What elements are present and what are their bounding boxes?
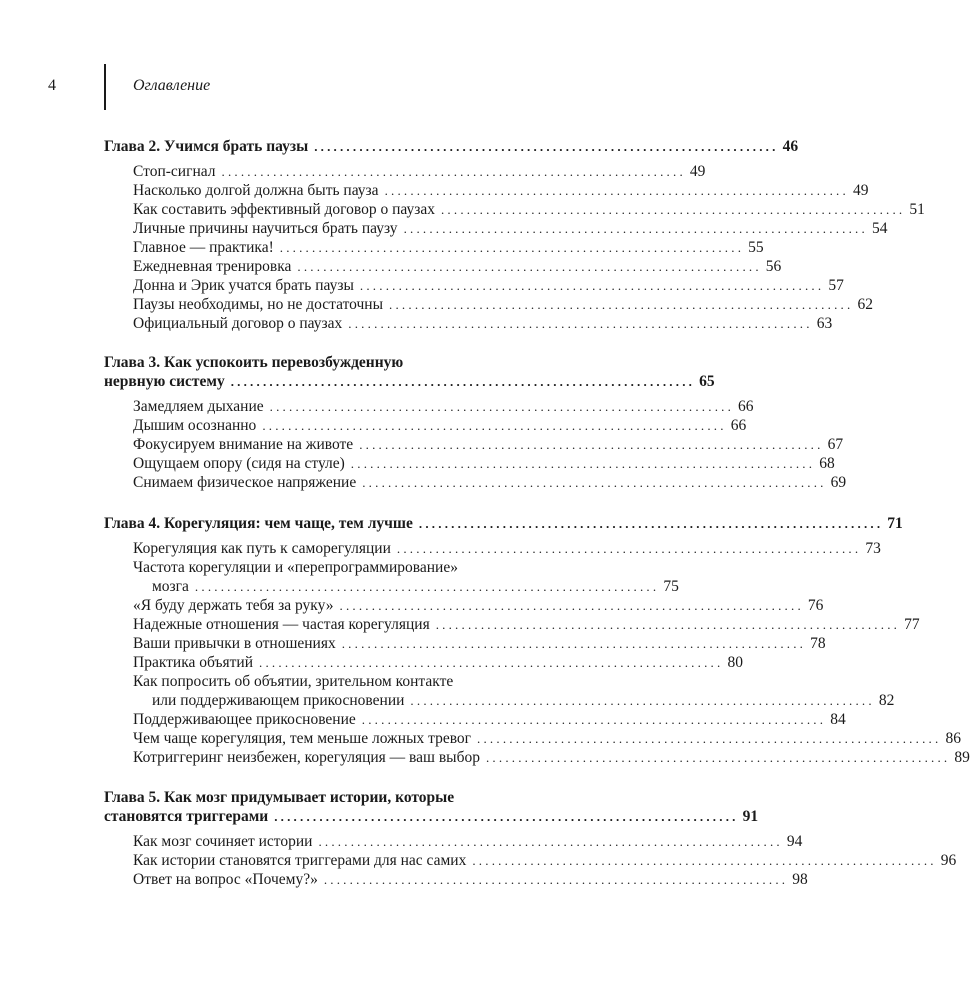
item-page: 86 — [945, 730, 961, 747]
toc-item-line1[interactable]: Как попросить об объятии, зрительном контакте — [133, 673, 454, 690]
toc-item-line1[interactable]: Частота корегуляции и «перепрограммирование» — [133, 559, 458, 576]
item-page: 55 — [748, 239, 764, 256]
item-title: Котриггеринг неизбежен, корегуляция — ваш выбор — [133, 749, 480, 766]
toc-chapter-3[interactable] — [104, 372, 715, 391]
toc-item[interactable] — [133, 729, 961, 748]
item-title: Снимаем физическое напряжение — [133, 474, 357, 491]
item-page: 76 — [807, 597, 824, 614]
chapter-title: становятся триггерами — [104, 808, 269, 825]
dot-leader: ........................................................................ — [410, 693, 875, 708]
item-title: Паузы необходимы, но не достаточны — [133, 296, 384, 313]
item-title: Чем чаще корегуляция, тем меньше ложных тревог — [133, 730, 472, 747]
item-title: Дышим осознанно — [133, 417, 257, 434]
toc-item[interactable] — [133, 634, 826, 653]
item-title: Надежные отношения — частая корегуляция — [133, 616, 430, 633]
dot-leader: ........................................................................ — [221, 164, 686, 179]
chapter-title: Глава 2. Учимся брать паузы — [104, 138, 309, 155]
toc-item[interactable] — [133, 435, 844, 454]
item-title: Как составить эффективный договор о паузах — [133, 201, 435, 218]
chapter-page: 46 — [782, 138, 799, 155]
running-header — [0, 0, 619, 120]
item-page: 94 — [786, 833, 803, 850]
toc-item[interactable] — [133, 397, 754, 416]
chapter-title: нервную систему — [104, 373, 225, 390]
item-page: 66 — [730, 417, 747, 434]
item-title: Стоп-сигнал — [133, 163, 216, 180]
toc-item[interactable] — [133, 238, 764, 257]
dot-leader: ........................................................................ — [350, 456, 816, 471]
item-page: 57 — [828, 277, 844, 294]
dot-leader: ........................................................................ — [318, 834, 783, 849]
toc-chapter-3-line1[interactable]: Глава 3. Как успокоить перевозбужденную — [104, 354, 404, 371]
toc-item[interactable] — [133, 473, 847, 492]
toc-chapter-5[interactable] — [104, 807, 759, 826]
dot-leader: ........................................................................ — [194, 579, 660, 594]
dot-leader: ........................................................................ — [262, 418, 727, 433]
item-page: 73 — [865, 540, 881, 557]
toc-item[interactable] — [133, 257, 782, 276]
toc-item[interactable] — [133, 276, 844, 295]
toc-item[interactable] — [152, 577, 679, 596]
item-title: мозга — [152, 578, 189, 595]
item-page: 49 — [689, 163, 706, 180]
item-page: 54 — [871, 220, 888, 237]
toc-item[interactable] — [133, 295, 873, 314]
toc-item[interactable] — [133, 851, 957, 870]
toc-chapter-5-line1[interactable]: Глава 5. Как мозг придумывает истории, которые — [104, 789, 455, 806]
item-page: 66 — [738, 398, 754, 415]
dot-leader: ........................................................................ — [389, 297, 854, 312]
toc-item[interactable] — [133, 539, 881, 558]
dot-leader: ........................................................................ — [269, 399, 735, 414]
dot-leader: ........................................................................ — [485, 750, 951, 765]
dot-leader: ........................................................................ — [396, 541, 862, 556]
item-page: 69 — [830, 474, 847, 491]
item-page: 82 — [878, 692, 895, 709]
item-page: 84 — [830, 711, 846, 728]
item-title: или поддерживающем прикосновении — [152, 692, 405, 709]
dot-leader: ........................................................................ — [435, 617, 901, 632]
item-title: Корегуляция как путь к саморегуляции — [133, 540, 391, 557]
toc-chapter-4[interactable] — [104, 514, 903, 533]
dot-leader: ........................................................................ — [384, 183, 849, 198]
item-title: Ваши привычки в отношениях — [133, 635, 336, 652]
item-page: 62 — [857, 296, 873, 313]
dot-leader: ........................................................................ — [477, 731, 942, 746]
chapter-title: Глава 4. Корегуляция: чем чаще, тем лучше — [104, 515, 413, 532]
item-page: 67 — [827, 436, 844, 453]
item-title: Официальный договор о паузах — [133, 315, 343, 332]
toc-item[interactable] — [133, 748, 970, 767]
item-page: 63 — [816, 315, 833, 332]
toc-item[interactable] — [133, 653, 743, 672]
toc-item[interactable] — [133, 615, 920, 634]
toc-item[interactable] — [133, 219, 888, 238]
item-title: Донна и Эрик учатся брать паузы — [133, 277, 354, 294]
page-number: 4 — [48, 77, 56, 94]
toc-item[interactable] — [133, 181, 869, 200]
item-page: 89 — [954, 749, 970, 766]
dot-leader: ........................................................................ — [348, 316, 813, 331]
item-page: 80 — [727, 654, 743, 671]
dot-leader: ........................................................................ — [418, 516, 884, 531]
item-page: 49 — [852, 182, 869, 199]
dot-leader: ........................................................................ — [339, 598, 804, 613]
toc-item[interactable] — [133, 832, 803, 851]
item-page: 78 — [810, 635, 826, 652]
header-divider — [104, 64, 106, 110]
chapter-page: 91 — [742, 808, 759, 825]
dot-leader: ........................................................................ — [341, 636, 807, 651]
toc-chapter-2[interactable] — [104, 137, 799, 156]
toc-item[interactable] — [133, 710, 846, 729]
toc-item[interactable] — [133, 200, 925, 219]
toc-item[interactable] — [133, 454, 835, 473]
dot-leader: ........................................................................ — [440, 202, 906, 217]
dot-leader: ........................................................................ — [359, 278, 825, 293]
dot-leader: ........................................................................ — [259, 655, 724, 670]
item-title: Поддерживающее прикосновение — [133, 711, 356, 728]
item-title: Ежедневная тренировка — [133, 258, 292, 275]
dot-leader: ........................................................................ — [472, 853, 937, 868]
item-title: Насколько долгой должна быть пауза — [133, 182, 379, 199]
toc-item[interactable] — [133, 314, 833, 333]
toc-item[interactable] — [133, 416, 747, 435]
running-title: Оглавление — [133, 77, 211, 94]
chapter-page: 71 — [887, 515, 903, 532]
chapter-page: 65 — [699, 373, 715, 390]
dot-leader: ........................................................................ — [361, 712, 827, 727]
dot-leader: ........................................................................ — [230, 374, 696, 389]
dot-leader: ........................................................................ — [297, 259, 762, 274]
dot-leader: ........................................................................ — [403, 221, 868, 236]
toc-item[interactable] — [133, 162, 706, 181]
dot-leader: ........................................................................ — [314, 139, 779, 154]
item-title: Практика объятий — [133, 654, 254, 671]
item-title: Личные причины научиться брать паузу — [133, 220, 398, 237]
item-title: Замедляем дыхание — [133, 398, 264, 415]
item-page: 77 — [904, 616, 920, 633]
dot-leader: ........................................................................ — [323, 872, 789, 887]
item-page: 98 — [792, 871, 808, 888]
item-title: Как мозг сочиняет истории — [133, 833, 313, 850]
item-title: Ответ на вопрос «Почему?» — [133, 871, 318, 888]
item-title: «Я буду держать тебя за руку» — [133, 597, 334, 614]
item-title: Как истории становятся триггерами для нас самих — [133, 852, 467, 869]
item-title: Ощущаем опору (сидя на стуле) — [133, 455, 345, 472]
item-page: 51 — [909, 201, 925, 218]
item-title: Фокусируем внимание на животе — [133, 436, 354, 453]
item-title: Главное — практика! — [133, 239, 274, 256]
toc-item[interactable] — [133, 870, 808, 889]
item-page: 56 — [765, 258, 782, 275]
dot-leader: ........................................................................ — [279, 240, 745, 255]
dot-leader: ........................................................................ — [362, 475, 827, 490]
dot-leader: ........................................................................ — [359, 437, 824, 452]
toc-item[interactable] — [133, 596, 824, 615]
item-page: 68 — [819, 455, 835, 472]
dot-leader: ........................................................................ — [274, 809, 739, 824]
item-page: 96 — [940, 852, 957, 869]
toc-item[interactable] — [152, 691, 895, 710]
item-page: 75 — [663, 578, 679, 595]
